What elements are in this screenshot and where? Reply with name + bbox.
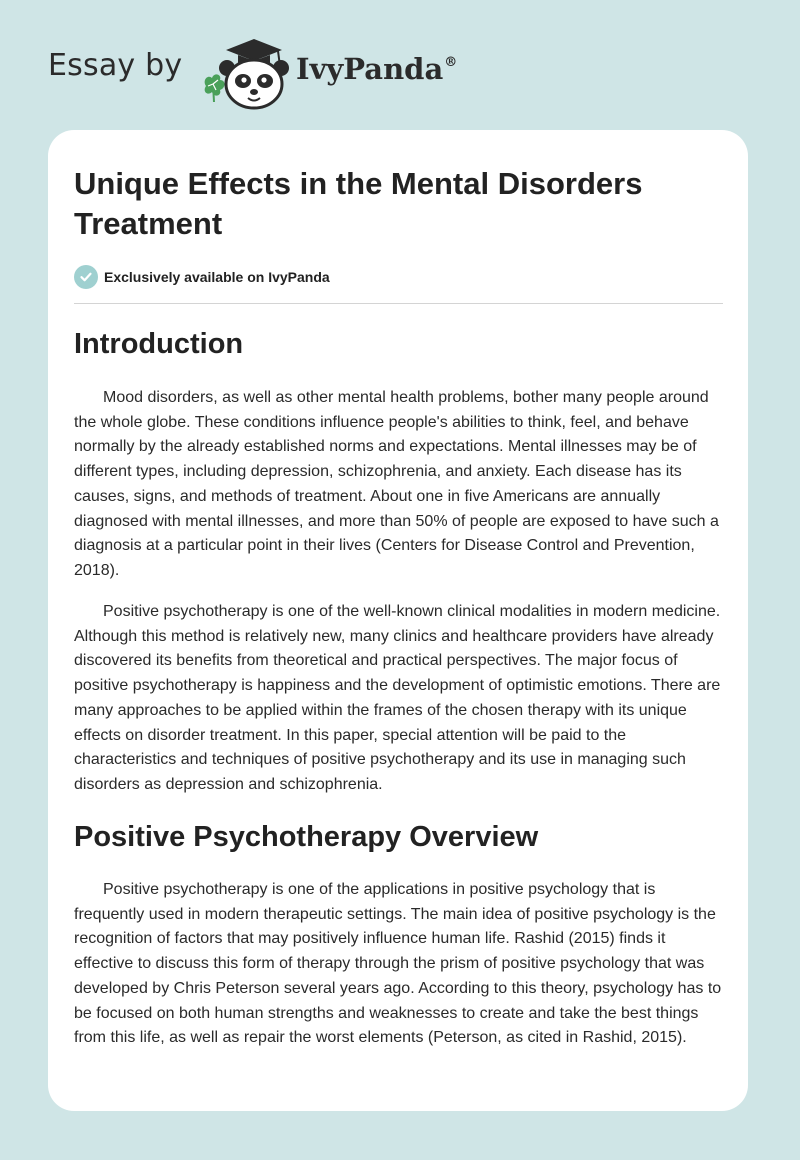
site-header (0, 0, 800, 130)
essay-card (48, 130, 748, 1111)
panda-graduate-icon[interactable] (200, 34, 296, 110)
divider (74, 303, 723, 304)
essay-by-label: Essay by (48, 48, 183, 83)
check-badge-icon (74, 265, 98, 289)
ivy-leaf-icon (205, 74, 225, 102)
exclusive-label: Exclusively available on IvyPanda (104, 269, 330, 285)
brand-logo-text[interactable] (296, 52, 457, 86)
section-heading-introduction: Introduction (74, 328, 244, 360)
page-title: Unique Effects in the Mental Disorders Treatment (74, 166, 643, 241)
brand-name: IvyPanda (296, 52, 444, 86)
paragraph-intro-1: Mood disorders, as well as other mental health problems, bother many people around the whole globe. These conditions influence people's abilities to think, feel, and behave normally by the already established norms and expectations. Mental illnesses may be of different types, including depression, schizophrenia, and anxiety. Each disease has its causes, signs, and methods of treatment. About one in five Americans are annually diagnosed with mental illnesses, and more than 50% of people are exposed to have such a diagnosis at a particular point in their lives (Centers for Disease Control and Prevention, 2018). (74, 389, 719, 579)
exclusive-badge (74, 264, 330, 290)
paragraph-intro-2: Positive psychotherapy is one of the well-known clinical modalities in modern medicine. Although this method is relatively new, many clinics and healthcare providers have already discovered its benefits from theoretical and practical perspectives. The major focus of positive psychotherapy is happiness and the development of optimistic emotions. There are many approaches to be applied within the frames of the chosen therapy with its unique effects on disorder treatment. In this paper, special attention will be paid to the characteristics and techniques of positive psychotherapy and its use in managing such disorders as depression and schizophrenia. (74, 603, 721, 793)
paragraph-overview-1: Positive psychotherapy is one of the applications in positive psychology that is frequently used in modern therapeutic settings. The main idea of positive psychology is the recognition of factors that may positively influence human life. Rashid (2015) finds it effective to discuss this form of therapy through the prism of positive psychology that was developed by Chris Peterson several years ago. According to this theory, psychology has to be focused on both human strengths and weaknesses to create and take the best things from this life, as well as repair the worst elements (Peterson, as cited in Rashid, 2015). (74, 881, 722, 1047)
section-heading-positive-psychotherapy-overview: Positive Psychotherapy Overview (74, 821, 539, 853)
registered-mark: ® (444, 55, 458, 70)
